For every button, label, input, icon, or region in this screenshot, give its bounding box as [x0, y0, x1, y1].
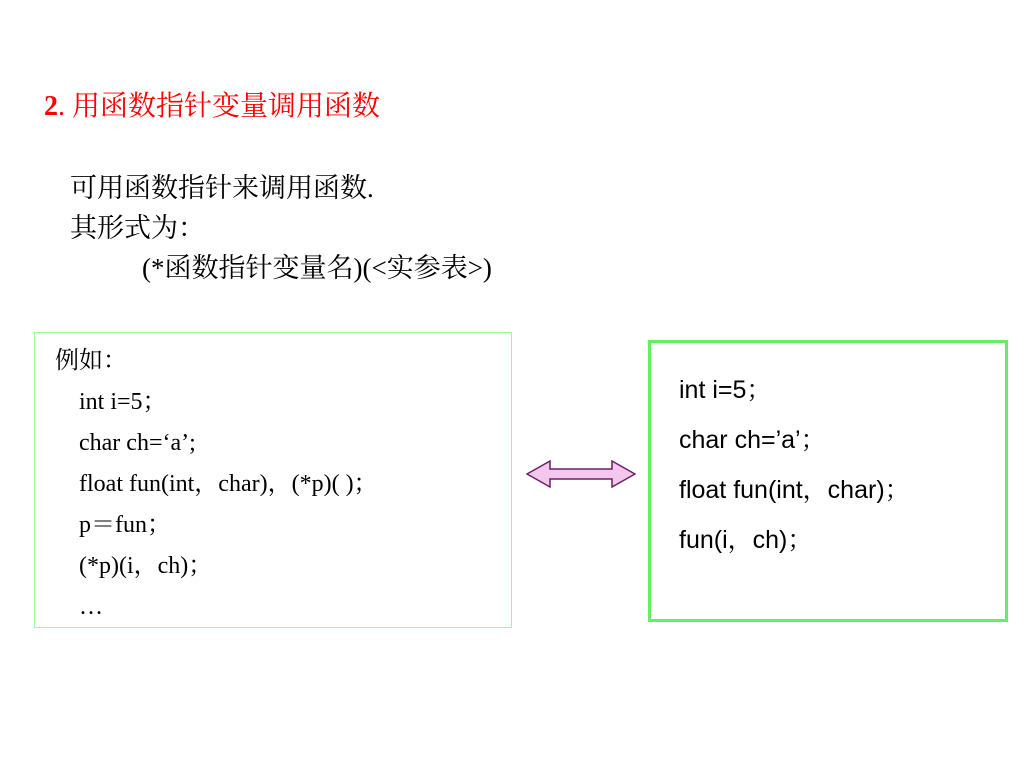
example-code-line: … [79, 594, 103, 620]
example-code-line: float fun(int，char)，(*p)( )； [79, 471, 378, 497]
section-heading [44, 84, 380, 124]
heading-separator: . [58, 91, 72, 122]
syntax-line: (*函数指针变量名)(<实参表>) [142, 253, 492, 283]
equivalent-code-line: char ch=’a’； [679, 426, 826, 454]
heading-number: 2 [44, 91, 58, 122]
equivalent-code-line: float fun(int，char)； [679, 476, 910, 504]
intro-text [70, 168, 492, 288]
intro-line-2: 其形式为： [70, 213, 205, 243]
double-arrow-shape [527, 461, 635, 487]
example-code-line: (*p)(i，ch)； [79, 553, 213, 579]
intro-line-1: 可用函数指针来调用函数. [70, 173, 374, 203]
double-arrow-icon [526, 458, 636, 490]
example-code-line: p＝fun； [79, 512, 171, 538]
equivalent-code-box [648, 340, 1008, 622]
equivalent-code-line: int i=5； [679, 376, 772, 404]
example-code-line: int i=5； [79, 389, 167, 415]
heading-text: 用函数指针变量调用函数 [72, 91, 381, 122]
example-label: 例如： [55, 348, 127, 374]
equivalent-code-line: fun(i，ch)； [679, 526, 813, 554]
example-code-lines [55, 341, 378, 628]
equivalent-code-lines [679, 365, 910, 565]
example-code-box [34, 332, 512, 628]
example-code-line: char ch=‘a’; [79, 430, 196, 456]
